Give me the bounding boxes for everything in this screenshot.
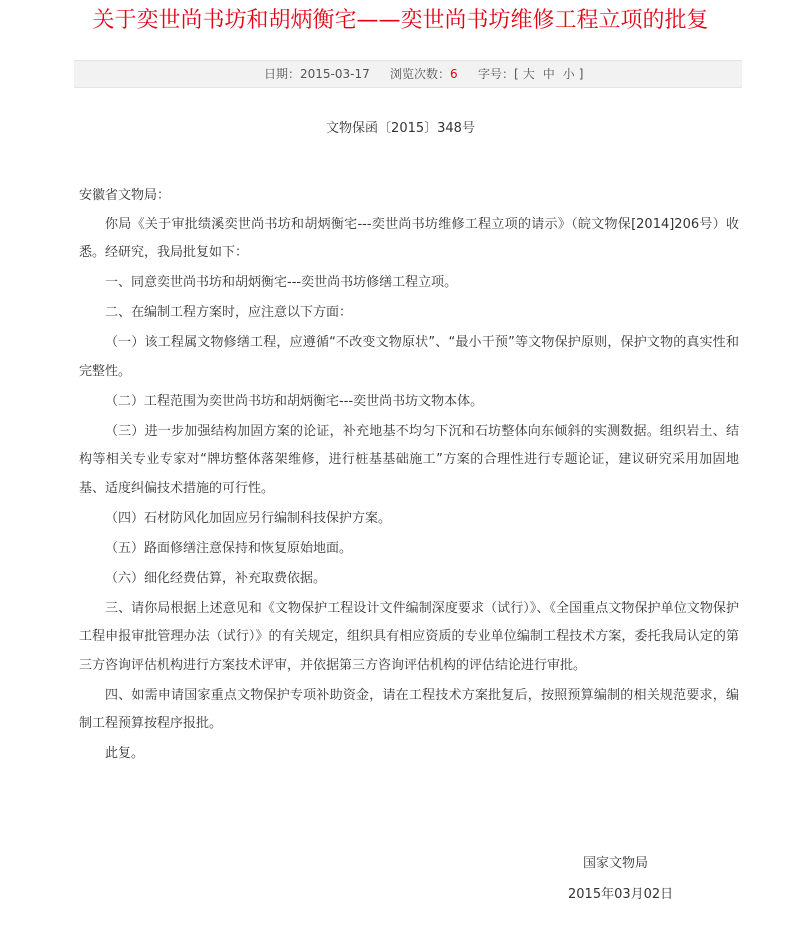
bracket-open: [ (514, 67, 519, 81)
body-paragraph: （二）工程范围为奕世尚书坊和胡炳衡宅---奕世尚书坊文物本体。 (105, 393, 484, 409)
body-paragraph: （五）路面修缮注意保持和恢复原始地面。 (105, 540, 353, 556)
document-number: 文物保函〔2015〕348号 (326, 121, 475, 136)
date-label: 日期： (264, 67, 301, 81)
body-paragraph: 三、请你局根据上述意见和《文物保护工程设计文件编制深度要求（试行）》、《全国重点文物保护单位文物保护工程申报审批管理办法（试行）》的有关规定，组织具有相应资质的专业单位编制工程技术方案，委托我局认定的第三方咨询评估机构进行方案技术评审，并依据第三方咨询评估机构的评估结论进行审批。 (79, 600, 739, 673)
body-paragraph: （四）石材防风化加固应另行编制科技保护方案。 (105, 510, 392, 526)
bracket-close: ] (578, 67, 584, 81)
closing-line: 此复。 (105, 746, 145, 761)
article-meta-bar (74, 60, 742, 88)
font-size-small-button[interactable]: 小 (562, 67, 575, 81)
body-paragraph: 二、在编制工程方案时，应注意以下方面： (105, 305, 353, 320)
signature-date: 2015年03月02日 (568, 887, 674, 902)
font-size-label: 字号： (478, 67, 515, 81)
body-paragraph: 一、同意奕世尚书坊和胡炳衡宅---奕世尚书坊修缮工程立项。 (105, 275, 458, 290)
body-paragraph: （三）进一步加强结构加固方案的论证，补充地基不均匀下沉和石坊整体向东倾斜的实测数据。组织岩土、结构等相关专业专家对“牌坊整体落架维修，进行桩基基础施工”方案的合理性进行专题论证，建议研究采用加固地基、适度纠偏技术措施的可行性。 (79, 423, 739, 496)
body-paragraph: 四、如需申请国家重点文物保护专项补助资金，请在工程技术方案批复后，按照预算编制的相关规范要求，编制工程预算按程序报批。 (79, 687, 739, 731)
body-paragraph: （六）细化经费估算，补充取费依据。 (105, 570, 327, 586)
views-label: 浏览次数： (390, 67, 451, 81)
article-title: 关于奕世尚书坊和胡炳衡宅——奕世尚书坊维修工程立项的批复 (92, 8, 709, 33)
view-count (390, 61, 458, 87)
font-size-medium-button[interactable]: 中 (542, 67, 555, 81)
article-body (79, 182, 739, 770)
date-value: 2015-03-17 (300, 67, 370, 81)
font-size-switcher (478, 61, 583, 87)
publish-date (264, 61, 370, 87)
body-paragraph: （一）该工程属文物修缮工程，应遵循“不改变文物原状”、“最小干预”等文物保护原则，保护文物的真实性和完整性。 (79, 335, 739, 379)
addressee: 安徽省文物局： (79, 188, 171, 203)
views-value: 6 (450, 67, 458, 81)
body-paragraph: 你局《关于审批绩溪奕世尚书坊和胡炳衡宅---奕世尚书坊维修工程立项的请示》（皖文物保[2014]206号）收悉。经研究，我局批复如下： (79, 216, 739, 260)
font-size-large-button[interactable]: 大 (522, 67, 535, 81)
signature-organization: 国家文物局 (583, 856, 649, 871)
